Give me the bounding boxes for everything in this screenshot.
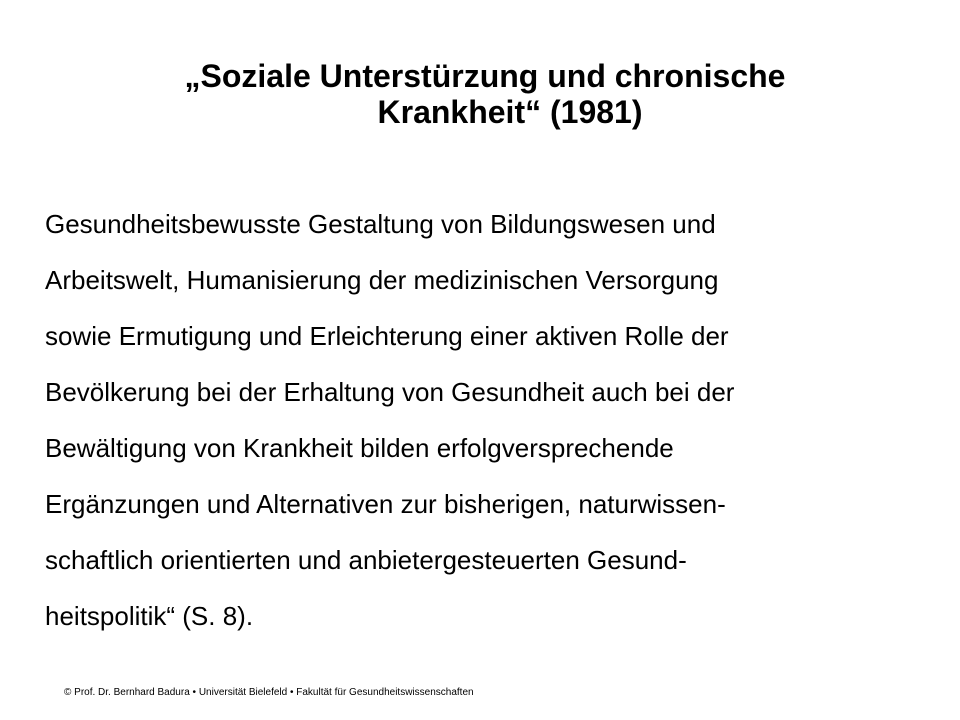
quote-line: Bewältigung von Krankheit bilden erfolgversprechende [45,433,674,463]
title-line-1: „Soziale Unterstürzung und chronische [184,58,786,94]
quote-line: sowie Ermutigung und Erleichterung einer aktiven Rolle der [45,321,729,351]
title-line-2: Krankheit“ (1981) [377,94,643,130]
quote-line: Ergänzungen und Alternativen zur bisherigen, naturwissen- [45,489,726,519]
quote-line: Arbeitswelt, Humanisierung der medizinischen Versorgung [45,265,719,295]
quote-paragraph [45,196,915,644]
footer-copyright: © Prof. Dr. Bernhard Badura • Universität Bielefeld • Fakultät für Gesundheitswissenschaften [64,687,474,698]
quote-line: heitspolitik“ (S. 8). [45,601,254,631]
quote-line: schaftlich orientierten und anbietergesteuerten Gesund- [45,545,687,575]
slide-title [120,58,850,130]
quote-line: Gesundheitsbewusste Gestaltung von Bildungswesen und [45,209,716,239]
quote-line: Bevölkerung bei der Erhaltung von Gesundheit auch bei der [45,377,735,407]
